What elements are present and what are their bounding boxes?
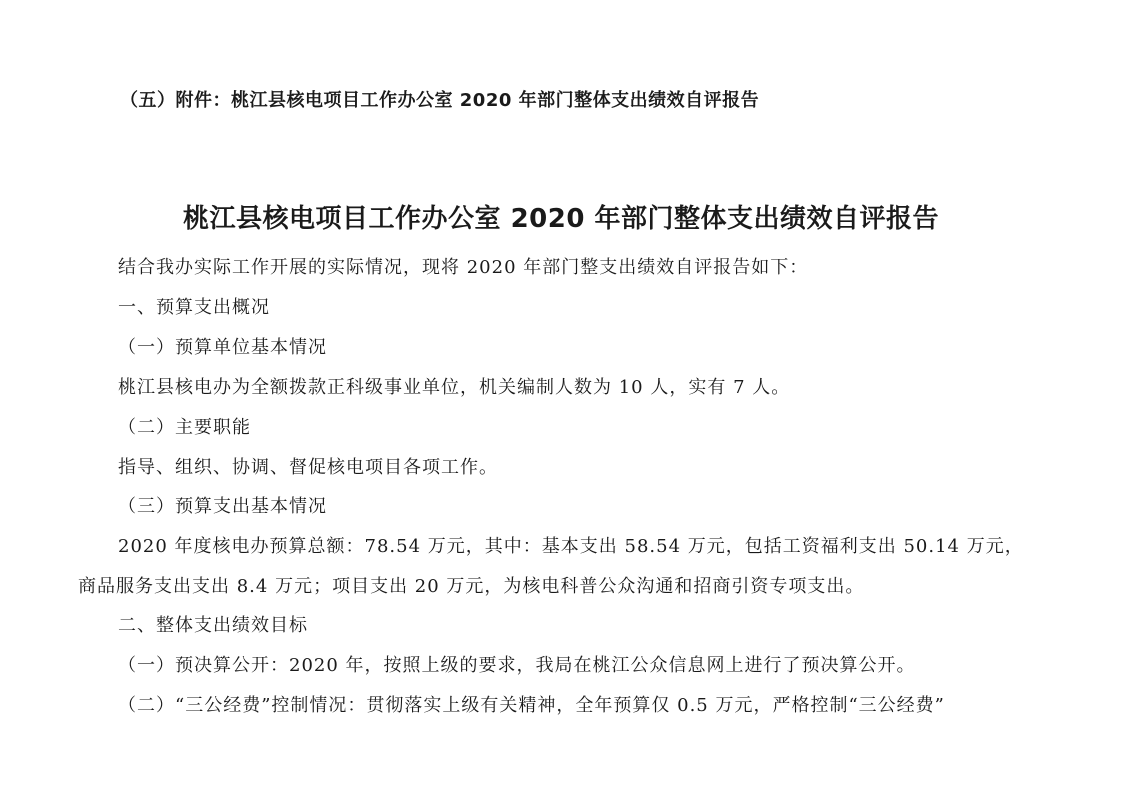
report-title: 桃江县核电项目工作办公室 2020 年部门整体支出绩效自评报告 [183,204,939,234]
subsection-heading-functions: （二）主要职能 [118,417,251,438]
section-heading-performance-goals: 二、整体支出绩效目标 [118,615,308,636]
budget-paragraph-line-1: 2020 年度核电办预算总额：78.54 万元，其中：基本支出 58.54 万元，包括工资福利支出 50.14 万元， [118,536,1024,557]
disclosure-paragraph: （一）预决算公开：2020 年，按照上级的要求，我局在桃江公众信息网上进行了预决算公开。 [118,655,916,676]
attachment-heading: （五）附件：桃江县核电项目工作办公室 2020 年部门整体支出绩效自评报告 [120,90,760,111]
three-public-expenses-paragraph: （二）“三公经费”控制情况：贯彻落实上级有关精神，全年预算仅 0.5 万元，严格控制“三公经费” [118,695,945,716]
subsection-heading-budget-basics: （三）预算支出基本情况 [118,496,327,517]
section-heading-budget-overview: 一、预算支出概况 [118,297,270,318]
functions-paragraph: 指导、组织、协调、督促核电项目各项工作。 [118,457,498,478]
budget-paragraph-line-2: 商品服务支出支出 8.4 万元；项目支出 20 万元，为核电科普公众沟通和招商引资专项支出。 [78,576,865,597]
unit-info-paragraph: 桃江县核电办为全额拨款正科级事业单位，机关编制人数为 10 人，实有 7 人。 [118,377,791,398]
intro-paragraph: 结合我办实际工作开展的实际情况，现将 2020 年部门整支出绩效自评报告如下： [118,257,809,278]
subsection-heading-unit-info: （一）预算单位基本情况 [118,337,327,358]
